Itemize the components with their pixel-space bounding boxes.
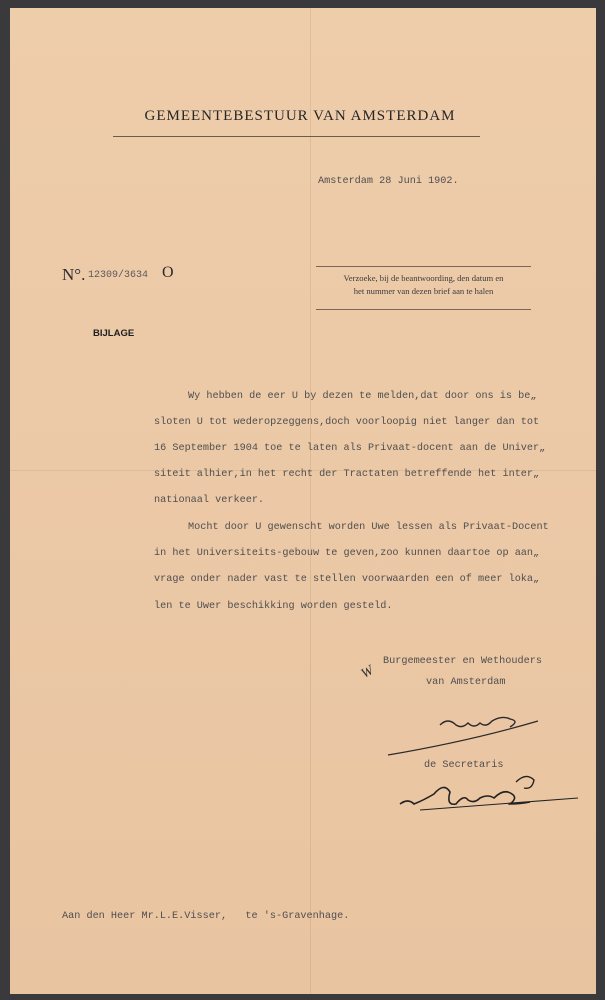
addressee: Aan den Heer Mr.L.E.Visser, te 's-Gravenhage. [62, 911, 350, 922]
reference-note-text: Verzoeke, bij de beantwoording, den datum en het nummer van dezen brief aan te halen [343, 273, 504, 296]
body-line: len te Uwer beschikking worden gesteld. [154, 601, 393, 612]
reference-number: 12309/3634 [88, 270, 149, 281]
secretary-signature [390, 768, 590, 824]
letter-sheet [10, 8, 596, 994]
mayor-signature [380, 703, 550, 768]
body-line: vrage onder nader vast te stellen voorwaarden een of meer loka„ [154, 574, 540, 585]
body-line: siteit alhier,in het recht der Tractaten betreffende het inter„ [154, 469, 540, 480]
letterhead-rule [113, 136, 480, 137]
reference-label: N°. [62, 265, 86, 284]
mark-glyph: W [358, 663, 377, 682]
signatory-line-2: van Amsterdam [426, 677, 506, 688]
letterhead-title: GEMEENTEBESTUUR VAN AMSTERDAM [144, 108, 456, 124]
body-line: 16 September 1904 toe te laten als Privaat-docent aan de Univer„ [154, 443, 546, 454]
fold-line-vertical [310, 8, 311, 994]
body-line: Mocht door U gewenscht worden Uwe lessen als Privaat-Docent [188, 522, 549, 533]
body-line: nationaal verkeer. [154, 495, 265, 506]
body-line: sloten U tot wederopzeggens,doch voorloopig niet langer dan tot [154, 417, 540, 428]
body-line: Wy hebben de eer U by dezen te melden,dat door ons is be„ [188, 391, 537, 402]
reference-suffix: O [162, 264, 174, 281]
signatory-line-1: Burgemeester en Wethouders [383, 656, 542, 667]
body-line: in het Universiteits-gebouw te geven,zoo kunnen daartoe op aan„ [154, 548, 540, 559]
secretary-title: de Secretaris [424, 760, 504, 771]
reference-note-box [316, 266, 531, 310]
attachment-label: BIJLAGE [93, 328, 135, 339]
place-date: Amsterdam 28 Juni 1902. [318, 176, 459, 187]
